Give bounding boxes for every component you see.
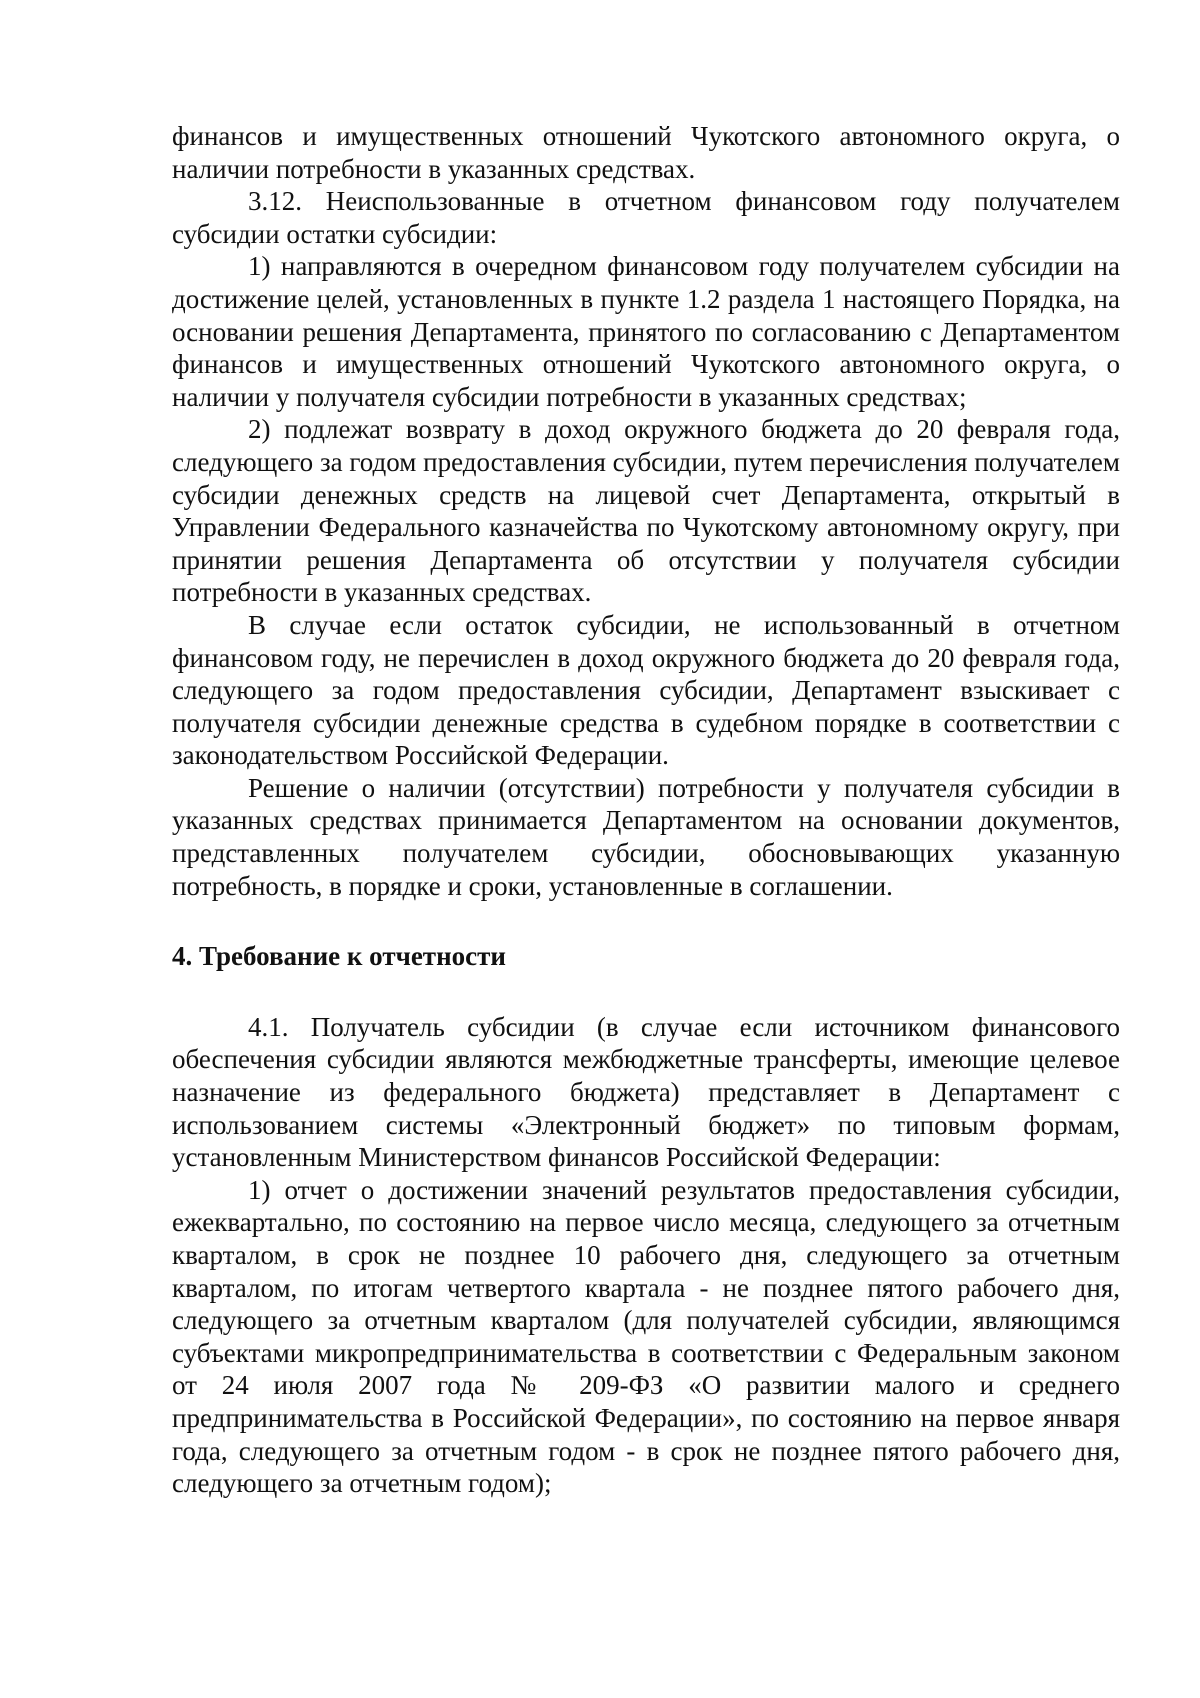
paragraph-3-12-item-2: 2) подлежат возврату в доход окружного бюджета до 20 февраля года, следующего за годом предоставления субсидии, путем перечисления получателем субсидии денежных средств на лицевой счет Департамента, открытый в Управлении Федерального казначейства по Чукотскому автономному округу, при принятии решения Департамента об отсутствии у получателя субсидии потребности в указанных средствах. [172, 414, 1120, 608]
section-4-heading: 4. Требование к отчетности [172, 941, 506, 972]
paragraph-recovery: В случае если остаток субсидии, не использованный в отчетном финансовом году, не перечислен в доход окружного бюджета до 20 февраля года, следующего за годом предоставления субсидии, Департамент взыскивает с получателя субсидии денежные средства в судебном порядке в соответствии с законодательством Российской Федерации. [172, 609, 1120, 771]
paragraph-4-1: 4.1. Получатель субсидии (в случае если источником финансового обеспечения субсидии являются межбюджетные трансферты, имеющие целевое назначение из федерального бюджета) представляет в Департамент с использованием системы «Электронный бюджет» по типовым формам, установленным Министерством финансов Российской Федерации: [172, 1011, 1120, 1173]
paragraph-decision: Решение о наличии (отсутствии) потребности у получателя субсидии в указанных средствах принимается Департаментом на основании документов, представленных получателем субсидии, обосновывающих указанную потребность, в порядке и сроки, установленные в соглашении. [172, 772, 1120, 901]
paragraph-4-1-item-1: 1) отчет о достижении значений результатов предоставления субсидии, ежеквартально, по состоянию на первое число месяца, следующего за отчетным кварталом, в срок не позднее 10 рабочего дня, следующего за отчетным кварталом, по итогам четвертого квартала - не позднее пятого рабочего дня, следующего за отчетным кварталом (для получателей субсидии, являющимся субъектами микропредпринимательства в соответствии с Федеральным законом от 24 июля 2007 года № 209-ФЗ «О развитии малого и среднего предпринимательства в Российской Федерации», по состоянию на первое января года, следующего за отчетным годом - в срок не позднее пятого рабочего дня, следующего за отчетным годом); [172, 1174, 1120, 1499]
paragraph-3-12-item-1: 1) направляются в очередном финансовом году получателем субсидии на достижение целей, установленных в пункте 1.2 раздела 1 настоящего Порядка, на основании решения Департамента, принятого по согласованию с Департаментом финансов и имущественных отношений Чукотского автономного округа, о наличии у получателя субсидии потребности в указанных средствах; [172, 251, 1120, 412]
paragraph-3-12: 3.12. Неиспользованные в отчетном финансовом году получателем субсидии остатки субсидии: [172, 186, 1120, 249]
paragraph-continuation: финансов и имущественных отношений Чукотского автономного округа, о наличии потребности в указанных средствах. [172, 121, 1120, 184]
document-page [172, 120, 1120, 1500]
